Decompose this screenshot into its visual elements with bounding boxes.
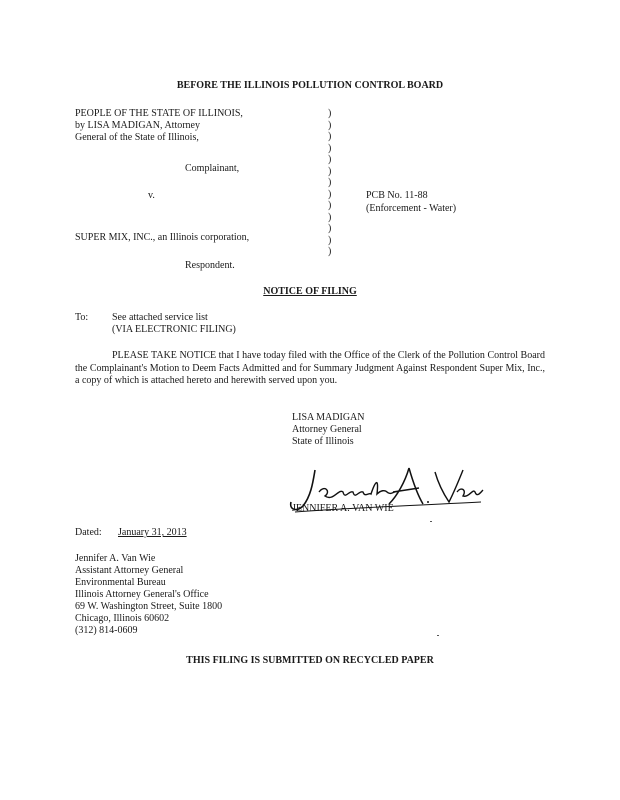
plaintiff-line-3: General of the State of Illinois, (75, 132, 199, 143)
respondent-name: SUPER MIX, INC., an Illinois corporation, (75, 232, 250, 243)
address-line: Illinois Attorney General's Office (75, 589, 209, 600)
board-heading: BEFORE THE ILLINOIS POLLUTION CONTROL BOARD (176, 80, 444, 91)
case-number: PCB No. 11-88 (366, 190, 428, 201)
paren: ) (328, 119, 332, 131)
paren: ) (328, 165, 332, 177)
caption-parentheses (328, 108, 331, 258)
paren: ) (328, 223, 332, 234)
signer-name: JENNIFER A. VAN WIE (292, 503, 394, 514)
paren: ) (328, 131, 332, 142)
notice-body: PLEASE TAKE NOTICE that I have today filed with the Office of the Clerk of the Pollution Control Board the Complainant's Motion to Deem Facts Admitted and for Summary Judgment Against Respondent Super Mix, Inc., a copy of which is attached hereto and herewith served upon you. (75, 350, 545, 386)
address-line: 69 W. Washington Street, Suite 1800 (75, 601, 223, 612)
ag-name: LISA MADIGAN (292, 412, 365, 423)
notice-title: NOTICE OF FILING (263, 286, 357, 297)
scan-mark (430, 521, 432, 522)
paren: ) (328, 177, 332, 188)
paren: ) (328, 246, 332, 257)
paren: ) (328, 188, 332, 200)
address-line: Assistant Attorney General (75, 565, 184, 576)
plaintiff-line-2: by LISA MADIGAN, Attorney (75, 120, 200, 131)
paren: ) (328, 211, 332, 223)
plaintiff-line-1: PEOPLE OF THE STATE OF ILLINOIS, (75, 108, 243, 119)
paren: ) (328, 234, 332, 246)
paren: ) (328, 142, 332, 154)
dated-value: January 31, 2013 (118, 527, 187, 538)
address-line: Jennifer A. Van Wie (75, 553, 156, 564)
respondent-label: Respondent. (185, 260, 235, 271)
paren: ) (328, 108, 332, 119)
scan-mark (437, 635, 439, 636)
to-label: To: (75, 312, 89, 323)
complainant-label: Complainant, (185, 163, 240, 174)
paren: ) (328, 200, 332, 211)
case-type: (Enforcement - Water) (366, 203, 457, 214)
recycled-paper-footer: THIS FILING IS SUBMITTED ON RECYCLED PAPER (186, 655, 434, 666)
dated-label: Dated: (75, 527, 102, 538)
address-line: Environmental Bureau (75, 577, 166, 588)
ag-state: State of Illinois (292, 436, 354, 447)
ag-title: Attorney General (292, 424, 362, 435)
service-list-line: See attached service list (112, 312, 208, 323)
electronic-filing-line: (VIA ELECTRONIC FILING) (112, 324, 236, 335)
paren: ) (328, 154, 332, 165)
address-line: (312) 814-0609 (75, 625, 138, 636)
versus-label: v. (148, 190, 155, 201)
address-line: Chicago, Illinois 60602 (75, 613, 170, 624)
